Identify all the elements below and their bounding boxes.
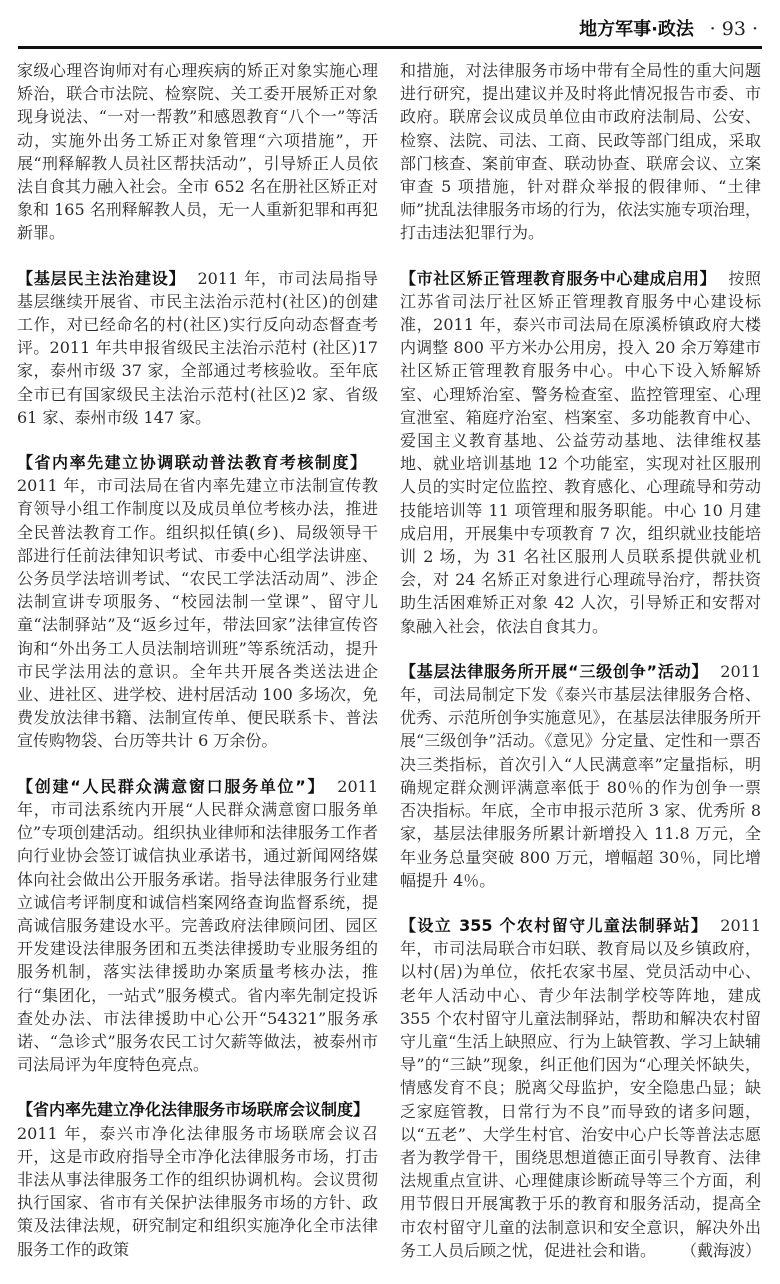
article-section bbox=[17, 775, 378, 1077]
section-name: 地方军事·政法 bbox=[579, 19, 694, 40]
section-title: 【省内率先建立协调联动普法教育考核制度】 bbox=[17, 453, 366, 473]
section-title: 【省内率先建立净化法律服务市场联席会议制度】 bbox=[17, 1100, 370, 1120]
section-title: 【创建“人民群众满意窗口服务单位”】 bbox=[17, 776, 326, 796]
section-body: 2011 年，市司法局联合市妇联、教育局以及乡镇政府，以村(居)为单位，依托农家书屋、党员活动中心、老年人活动中心、青少年法制学校等阵地，建成 355 个农村留守儿童法制驿站，帮助和解决农村留守儿童“生活上缺照应、行为上缺管教、学习上缺辅导”的“三缺”现象，纠正他们因为“心理关怀缺失，情感发育不良；脱离父母监护，安全隐患凸显；缺乏家庭管教，日常行为不良”而导致的诸多问题，以“五老”、大学生村官、治安中心户长等普法志愿者为教学骨干，围绕思想道德正面引导教育、法律法规重点宣讲、心理健康诊断疏导等三个方面，利用节假日开展寓教于乐的教育和服务活动，提高全市农村留守儿童的法制意识和安全意识，解决外出务工人员后顾之忧，促进社会和谐。 bbox=[400, 915, 761, 1260]
left-column bbox=[17, 59, 378, 1283]
running-header bbox=[18, 14, 762, 49]
continued-paragraph: 家级心理咨询师对有心理疾病的矫正对象实施心理矫治，联合市法院、检察院、关工委开展矫正对象现身说法、“一对一帮教”和感恩教育“八个一”等活动，实施外出务工矫正对象管理“六项措施”，开展“刑释解教人员社区帮扶活动”，引导矫正人员依法自食其力融入社会。全市 652 名在册社区矫正对象和 165 名刑释解教人员，无一人重新犯罪和再犯新罪。 bbox=[17, 61, 378, 243]
author-credit: （戴海波） bbox=[680, 1240, 761, 1260]
article-section bbox=[400, 660, 761, 892]
article-section bbox=[400, 914, 761, 1262]
continued-paragraph: 和措施，对法律服务市场中带有全局性的重大问题进行研究，提出建议并及时将此情况报告市委、市政府。联席会议成员单位由市政府法制局、公安、检察、法院、司法、工商、民政等部门组成，采取部门核查、案前审查、联动协查、联席会议、立案审查 5 项措施，针对群众举报的假律师、“土律师”扰乱法律服务市场的行为，依法实施专项治理，打击违法犯罪行为。 bbox=[400, 61, 761, 243]
section-title: 【基层法律服务所开展“三级创争”活动】 bbox=[400, 661, 709, 681]
right-column bbox=[400, 59, 761, 1284]
page-number: · 93 · bbox=[709, 18, 758, 40]
section-body: 2011 年，市司法局在省内率先建立市法制宣传教育领导小组工作制度以及成员单位考核办法，推进全民普法教育工作。组织拟任镇(乡)、局级领导干部进行任前法律知识考试、市委中心组学法讲座、公务员学法培训考试、“农民工学法活动周”、涉企法制宣讲专项服务、“校园法制一堂课”、留守儿童“法制驿站”及“返乡过年，带法回家”法律宣传咨询和“外出务工人员法制培训班”等系统活动，提升市民学法用法的意识。全年共开展各类送法进企业、进社区、进学校、进村居活动 100 多场次，免费发放法律书籍、法制宣传单、便民联系卡、普法宣传购物袋、台历等共计 6 万余份。 bbox=[17, 476, 378, 751]
section-body: 2011 年，司法局制定下发《泰兴市基层法律服务合格、优秀、示范所创争实施意见》，在基层法律服务所开展“三级创争”活动。《意见》分定量、定性和一票否决三类指标，首次引入“人民满意率”定量指标，明确规定群众测评满意率低于 80％的作为创争一票否决指标。年底，全市申报示范所 3 家、优秀所 8 家，基层法律服务所累计新增投入 11.8 万元，全年业务总量突破 800 万元，增幅超 30％，同比增幅提升 4％。 bbox=[400, 661, 761, 890]
article-section bbox=[17, 267, 378, 429]
section-body: 2011 年，泰兴市净化法律服务市场联席会议召开，这是市政府指导全市净化法律服务市场，打击非法从事法律服务工作的组织协调机构。会议贯彻执行国家、省市有关保护法律服务市场的方针、政策及法律法规，研究制定和组织实施净化全市法律服务工作的政策 bbox=[17, 1123, 378, 1259]
section-title: 【市社区矫正管理教育服务中心建成启用】 bbox=[400, 268, 717, 288]
article-section bbox=[17, 1098, 378, 1260]
article-section bbox=[400, 267, 761, 638]
section-body: 按照江苏省司法厅社区矫正管理教育服务中心建设标准，2011 年，泰兴市司法局在原溪桥镇政府大楼内调整 800 平方米办公用房，投入 20 余万筹建市社区矫正管理教育服务中心。中心下设入矫解矫室、心理矫治室、警务检查室、监控管理室、心理宣泄室、箱庭疗治室、档案室、多功能教育中心、爱国主义教育基地、公益劳动基地、法律维权基地、就业培训基地 12 个功能室，实现对社区服刑人员的实时定位监控、教育感化、心理疏导和劳动技能培训等 11 项管理和服务职能。中心 10 月建成启用，开展集中专项教育 7 次，组织就业技能培训 2 场，为 31 名社区服刑人员联系提供就业机会，对 24 名矫正对象进行心理疏导治疗，帮扶资助生活困难矫正对象 42 人次，引导矫正和安帮对象融入社会，依法自食其力。 bbox=[400, 268, 761, 636]
article-section bbox=[17, 451, 378, 753]
section-title: 【设立 355 个农村留守儿童法制驿站】 bbox=[400, 915, 709, 935]
section-body: 2011 年，市司法系统内开展“人民群众满意窗口服务单位”专项创建活动。组织执业律师和法律服务工作者向行业协会签订诚信执业承诺书，通过新闻网络媒体向社会做出公开服务承诺。指导法律服务行业建立诚信考评制度和诚信档案网络查询监督系统，提高诚信服务建设水平。完善政府法律顾问团、园区开发建设法律服务团和五类法律援助专业服务组的服务机制，落实法律援助办案质量考核办法，推行“集团化，一站式”服务模式。省内率先制定投诉查处办法、市法律援助中心公开“54321”服务承诺、“急诊式”服务农民工讨欠薪等做法，被泰州市司法局评为年度特色亮点。 bbox=[17, 776, 378, 1075]
section-title: 【基层民主法治建设】 bbox=[17, 268, 186, 288]
section-body: 2011 年，市司法局指导基层继续开展省、市民主法治示范村(社区)的创建工作，对已经命名的村(社区)实行反向动态督查考评。2011 年共申报省级民主法治示范村 (社区)17 家，泰州市级 37 家，全部通过考核验收。至年底全市已有国家级民主法治示范村(社区)2 家、省级 61 家、泰州市级 147 家。 bbox=[17, 268, 378, 427]
